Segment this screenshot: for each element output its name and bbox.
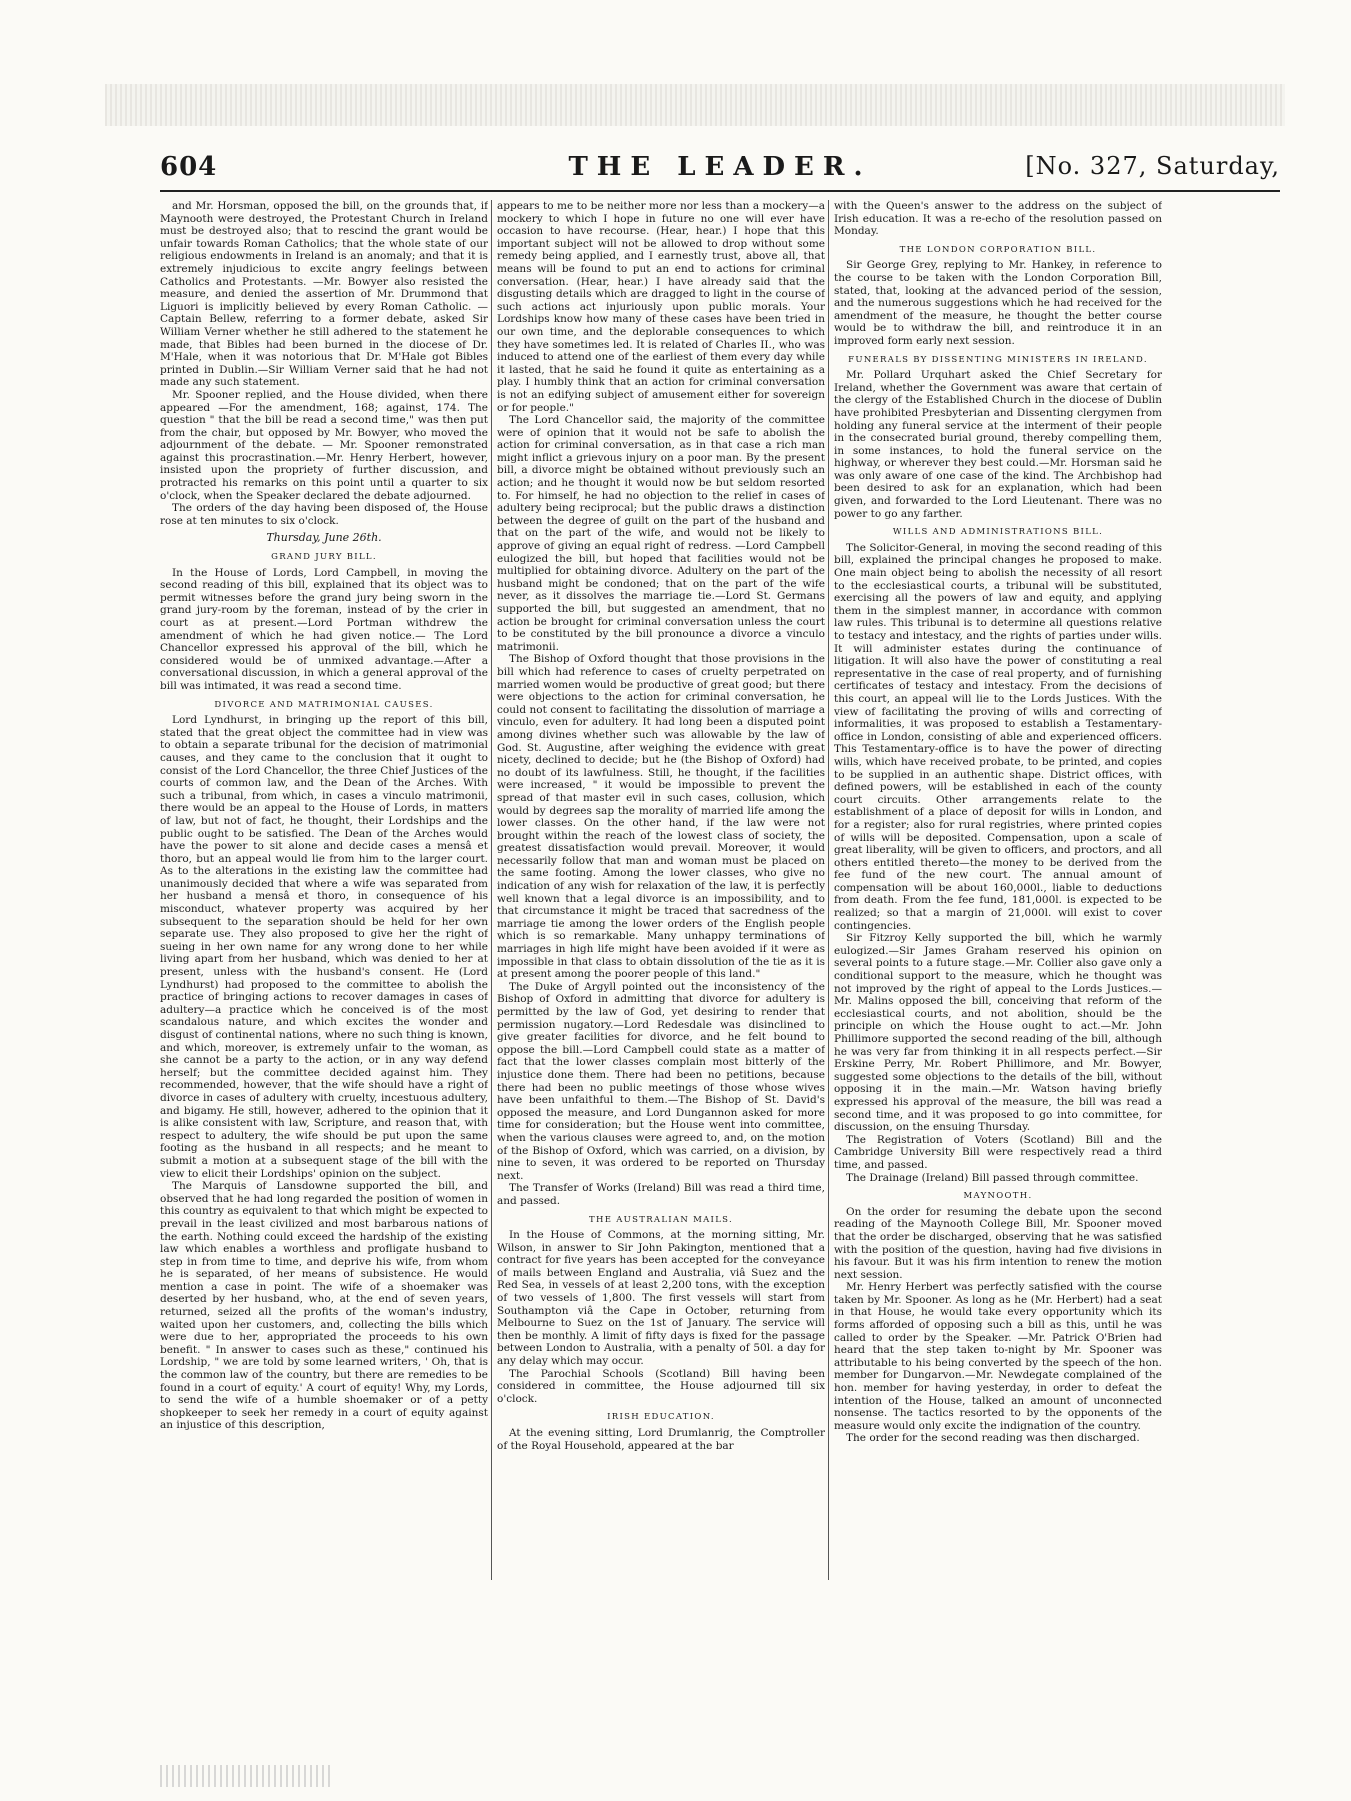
section-heading: DIVORCE AND MATRIMONIAL CAUSES. <box>214 699 434 710</box>
section-heading: FUNERALS BY DISSENTING MINISTERS IN IRELAND. <box>848 354 1148 365</box>
dateline: Thursday, June 26th. <box>266 531 382 545</box>
article-paragraph: Mr. Pollard Urquhart asked the Chief Secretary for Ireland, whether the Government was aware that certain of the clergy of the Established Church in the diocese of Dublin have prohibited Presbyterian and Dissenting clergymen from holding any funeral service at the interment of their people in the consecrated burial ground, thereby compelling them, in some instances, to hold the funeral service on the highway, or wherever they best could.—Mr. Horsman said he was only aware of one case of the kind. The Archbishop had been desired to ask for an explanation, which had been given, and forwarded to the Lord Lieutenant. There was no power to go any farther. <box>834 369 1162 520</box>
article-paragraph: Mr. Henry Herbert was perfectly satisfied with the course taken by Mr. Spooner. As long as he (Mr. Herbert) had a seat in that House, he would take every opportunity which its forms afforded of opposing such a bill as this, until he was called to order by the Speaker. —Mr. Patrick O'Brien had heard that the step taken to-night by Mr. Spooner was attributable to his being converted by the speech of the hon. member for Dungarvon.—Mr. Newdegate complained of the hon. member for having yesterday, in order to defeat the intention of the House, talked an amount of unconnected nonsense. The tactics resorted to by the opponents of the measure would only excite the indignation of the country. <box>834 1281 1162 1432</box>
section-heading: THE LONDON CORPORATION BILL. <box>899 244 1097 255</box>
article-paragraph: Sir George Grey, replying to Mr. Hankey, in reference to the course to be taken with the London Corporation Bill, stated, that, looking at the advanced period of the session, and the numerous suggestions which he had received for the amendment of the measure, he thought the better course would be to withdraw the bill, and reintroduce it in an improved form early next session. <box>834 259 1162 347</box>
article-paragraph: In the House of Lords, Lord Campbell, in moving the second reading of this bill, explained that its object was to permit witnesses before the grand jury being sworn in the grand jury-room by the foreman, instead of by the crier in court as at present.—Lord Portman withdrew the amendment of which he had given notice.— The Lord Chancellor expressed his approval of the bill, which he considered would be of unmixed advantage.—After a conversational discussion, in which a general approval of the bill was intimated, it was read a second time. <box>160 566 488 692</box>
article-paragraph: In the House of Commons, at the morning sitting, Mr. Wilson, in answer to Sir John Pakington, mentioned that a contract for five years has been accepted for the conveyance of mails between England and Australia, viâ Suez and the Red Sea, in vessels of at least 2,200 tons, with the exception of two vessels of 1,800. The first vessels will start from Southampton viâ the Cape in October, returning from Melbourne to Suez on the 1st of January. The service will then be monthly. A limit of fifty days is fixed for the passage between London to Australia, with a penalty of 50l. a day for any delay which may occur. <box>497 1229 825 1368</box>
article-paragraph: The Lord Chancellor said, the majority of the committee were of opinion that it would not be safe to abolish the action for criminal conversation, as in that case a rich man might inflict a grievous injury on a poor man. By the present bill, a divorce might be obtained without previously such an action; and he thought it would now be but seldom resorted to. For himself, he had no objection to the relief in cases of adultery being reciprocal; but the public draws a distinction between the degree of guilt on the part of the husband and that on the part of the wife, and would not be likely to approve of giving an equal right of redress. —Lord Campbell eulogized the bill, but hoped that facilities would not be multiplied for obtaining divorce. Adultery on the part of the husband might be condoned; that on the part of the wife never, as it dissolves the marriage tie.—Lord St. Germans supported the bill, but suggested an amendment, that no action be brought for criminal conversation unless the court to be constituted by the bill pronounce a divorce a vinculo matrimonii. <box>497 414 825 653</box>
article-paragraph: The Parochial Schools (Scotland) Bill having been considered in committee, the House adjourned till six o'clock. <box>497 1367 825 1405</box>
column-rule <box>828 200 829 1580</box>
article-paragraph: Mr. Spooner replied, and the House divided, when there appeared —For the amendment, 168; against, 174. The question " that the bill be read a second time," was then put from the chair, but opposed by Mr. Bowyer, who moved the adjournment of the debate. — Mr. Spooner remonstrated against this procrastination.—Mr. Henry Herbert, however, insisted upon the propriety of further discussion, and protracted his remarks on this point until a quarter to six o'clock, when the Speaker declared the debate adjourned. <box>160 388 488 502</box>
scan-bottom-smear <box>160 1765 330 1787</box>
article-paragraph: At the evening sitting, Lord Drumlanrig, the Comptroller of the Royal Household, appeared at the bar <box>497 1427 825 1452</box>
article-paragraph: The Duke of Argyll pointed out the inconsistency of the Bishop of Oxford in admitting that divorce for adultery is permitted by the law of God, yet desiring to render that permission nugatory.—Lord Redesdale was disinclined to give greater facilities for divorce, and he felt bound to oppose the bill.—Lord Campbell could state as a matter of fact that the lower classes complain most bitterly of the injustice done them. There had been no petitions, because there had been no public meetings of those whose wives have been unfaithful to them.—The Bishop of St. David's opposed the measure, and Lord Dungannon asked for more time for consideration; but the House went into committee, when the various clauses were agreed to, and, on the motion of the Bishop of Oxford, which was carried, on a division, by nine to seven, it was ordered to be reported on Thursday next. <box>497 980 825 1182</box>
article-paragraph: with the Queen's answer to the address on the subject of Irish education. It was a re-echo of the resolution passed on Monday. <box>834 200 1162 238</box>
article-paragraph: On the order for resuming the debate upon the second reading of the Maynooth College Bill, Mr. Spooner moved that the order be discharged, observing that he was satisfied with the position of the question, having had five divisions in his favour. But it was his firm intention to renew the motion next session. <box>834 1205 1162 1281</box>
scan-top-band <box>105 84 1285 126</box>
column-3 <box>834 200 1162 1570</box>
article-paragraph: The Bishop of Oxford thought that those provisions in the bill which had reference to cases of cruelty perpetrated on married women would be productive of great good; but there were objections to the action for criminal conversation, he could not consent to facilitating the dissolution of marriage a vinculo, even for adultery. It had long been a disputed point among divines whether such was allowable by the law of God. St. Augustine, after weighing the evidence with great nicety, declined to decide; but he (the Bishop of Oxford) had no doubt of its lawfulness. Still, he thought, if the facilities were increased, " it would be impossible to prevent the spread of that master evil in such cases, collusion, which would by degrees sap the morality of married life among the lower classes. On the other hand, if the law were not brought within the reach of the lowest class of society, the greatest dissatisfaction would prevail. Moreover, it would necessarily follow that man and woman must be placed on the same footing. Among the lower classes, who give no indication of any wish for relaxation of the law, it is perfectly well known that a legal divorce is an impossibility, and to that circumstance it might be traced that sacredness of the marriage tie among the lower orders of the English people which is so remarkable. Many unhappy terminations of marriages in high life might have been avoided if it were as impossible in that class to obtain dissolution of the tie as it is at present among the poorer people of this land." <box>497 653 825 981</box>
section-heading: GRAND JURY BILL. <box>271 552 377 563</box>
issue-label: [No. 327, Saturday, <box>1025 152 1280 180</box>
page-number: 604 <box>160 152 218 182</box>
section-heading: THE AUSTRALIAN MAILS. <box>589 1214 733 1225</box>
article-paragraph: The order for the second reading was then discharged. <box>846 1432 1140 1445</box>
article-paragraph: The Registration of Voters (Scotland) Bill and the Cambridge University Bill were respectively read a third time, and passed. <box>834 1133 1162 1171</box>
article-paragraph: Sir Fitzroy Kelly supported the bill, which he warmly eulogized.—Sir James Graham reserved his opinion on several points to a future stage.—Mr. Collier also gave only a conditional support to the measure, which he thought was not improved by the right of appeal to the Lords Justices.—Mr. Malins opposed the bill, conceiving that reform of the ecclesiastical courts, and not abolition, should be the principle on which the House ought to act.—Mr. John Phillimore supported the second reading of the bill, although he was very far from thinking it in all respects perfect.—Sir Erskine Perry, Mr. Robert Phillimore, and Mr. Bowyer, suggested some objections to the details of the bill, without opposing it in the main.—Mr. Watson having briefly expressed his approval of the measure, the bill was read a second time, and it was proposed to go into committee, for discussion, on the ensuing Thursday. <box>834 932 1162 1134</box>
article-paragraph: The Drainage (Ireland) Bill passed through committee. <box>846 1171 1139 1184</box>
article-paragraph: The Marquis of Lansdowne supported the bill, and observed that he had long regarded the position of women in this country as equivalent to that which might be expected to prevail in the least civilized and most barbarous nations of the earth. Nothing could exceed the hardship of the existing law which enables a worthless and profligate husband to step in from time to time, and deprive his wife, from whom he is separated, of her means of subsistence. He would mention a case in point. The wife of a shoemaker was deserted by her husband, who, at the end of seven years, returned, seized all the profits of the woman's industry, waited upon her customers, and, collecting the bills which were due to her, appropriated the proceeds to his own benefit. " In answer to cases such as these," continued his Lordship, " we are told by some learned writers, ' Oh, that is the common law of the country, but there are remedies to be found in a court of equity.' A court of equity! Why, my Lords, to send the wife of a humble shoemaker or of a petty shopkeeper to seek her remedy in a court of equity against an injustice of this description, <box>160 1180 488 1432</box>
article-paragraph: Lord Lyndhurst, in bringing up the report of this bill, stated that the great object the committee had in view was to obtain a separate tribunal for the decision of matrimonial causes, and they came to the conclusion that it ought to consist of the Lord Chancellor, the three Chief Justices of the courts of common law, and the Dean of the Arches. With such a tribunal, from which, in cases a vinculo matrimonii, there would be an appeal to the House of Lords, in matters of law, but not of fact, he thought, their Lordships and the public ought to be satisfied. The Dean of the Arches would have the power to sit alone and decide cases a mensâ et thoro, but an appeal would lie from him to the larger court. As to the alterations in the existing law the committee had unanimously decided that where a wife was separated from her husband a mensâ et thoro, in consequence of his misconduct, whatever property was acquired by her subsequent to the separation should be held for her own separate use. They also proposed to give her the right of sueing in her own name for any wrong done to her while living apart from her husband, which was denied to her at present, unless with the husband's consent. He (Lord Lyndhurst) had proposed to the committee to abolish the practice of bringing actions to recover damages in cases of adultery—a practice which he conceived is of the most scandalous nature, and which excites the wonder and disgust of continental nations, where no such thing is known, and which, moreover, is extremely unfair to the woman, as she cannot be a party to the action, or in any way defend herself; but the committee decided against him. They recommended, however, that the wife should have a right of divorce in cases of adultery with cruelty, incestuous adultery, and bigamy. He still, however, adhered to the opinion that it is alike consistent with law, Scripture, and reason that, with respect to adultery, the wife should be put upon the same footing as the husband in all respects; and he meant to submit a motion at a subsequent stage of the bill with the view to elicit their Lordships' opinion on the subject. <box>160 714 488 1180</box>
article-paragraph: appears to me to be neither more nor less than a mockery—a mockery to which I hope in future no one will ever have occasion to have recourse. (Hear, hear.) I hope that this important subject will not be allowed to drop without some remedy being applied, and I earnestly trust, above all, that means will be found to put an end to actions for criminal conversation. (Hear, hear.) I have already said that the disgusting details which are dragged to light in the course of such actions act injuriously upon public morals. Your Lordships know how many of these cases have been tried in our own time, and the deplorable consequences to which they have sometimes led. It is related of Charles II., who was induced to attend one of the earliest of them every day while it lasted, that he said he found it quite as entertaining as a play. I humbly think that an action for criminal conversation is not an edifying subject of amusement either for sovereign or for people." <box>497 200 825 414</box>
section-heading: WILLS AND ADMINISTRATIONS BILL. <box>892 527 1104 538</box>
column-rule <box>491 200 492 1580</box>
section-heading: MAYNOOTH. <box>963 1191 1033 1202</box>
article-paragraph: The Transfer of Works (Ireland) Bill was read a third time, and passed. <box>497 1182 825 1207</box>
article-paragraph: and Mr. Horsman, opposed the bill, on the grounds that, if Maynooth were destroyed, the Protestant Church in Ireland must be destroyed also; that to rescind the grant would be unfair towards Roman Catholics; that the whole state of our religious endowments in Ireland is an anomaly; and that it is extremely injudicious to excite angry feelings between Catholics and Protestants. —Mr. Bowyer also resisted the measure, and denied the assertion of Mr. Drummond that Liguori is implicitly believed by every Roman Catholic. — Captain Bellew, referring to a former debate, asked Sir William Verner whether he still adhered to the statement he made, that Bibles had been burned in the diocese of Dr. M'Hale, when it was notorious that Dr. M'Hale got Bibles printed in Dublin.—Sir William Verner said that he had not made any such statement. <box>160 200 488 389</box>
column-1 <box>160 200 488 1570</box>
article-paragraph: The orders of the day having been disposed of, the House rose at ten minutes to six o'clock. <box>160 502 488 527</box>
section-heading: IRISH EDUCATION. <box>607 1412 715 1423</box>
page-header <box>160 152 1280 192</box>
article-paragraph: The Solicitor-General, in moving the second reading of this bill, explained the principal changes he proposed to make. One main object being to abolish the necessity of all resort to the ecclesiastical courts, a tribunal will be substituted, exercising all the powers of law and equity, and applying them in the simplest manner, in accordance with common law rules. This tribunal is to determine all questions relative to testacy and intestacy, and the rights of parties under wills. It will administer estates during the continuance of litigation. It will also have the power of constituting a real representative in the case of real property, and of furnishing certificates of testacy and intestacy. From the decisions of this court, an appeal will lie to the Lords Justices. With the view of facilitating the proving of wills and correcting of informalities, it was proposed to establish a Testamentary-office in London, consisting of able and experienced officers. This Testamentary-office is to have the power of directing wills, which have received probate, to be printed, and copies to be supplied in an authentic shape. District offices, with defined powers, will be established in each of the county court circuits. Other arrangements relate to the establishment of a place of deposit for wills in London, and for a register; also for rural registries, where printed copies of wills will be deposited. Compensation, upon a scale of great liberality, will be given to officers, and proctors, and all others entitled thereto—the money to be derived from the fee fund of the new court. The annual amount of compensation will be about 160,000l., liable to deductions from death. From the fee fund, 181,000l. is expected to be realized; so that a margin of 21,000l. will exist to cover contingencies. <box>834 541 1162 932</box>
masthead-title: THE LEADER. <box>568 152 872 182</box>
column-2 <box>497 200 825 1570</box>
